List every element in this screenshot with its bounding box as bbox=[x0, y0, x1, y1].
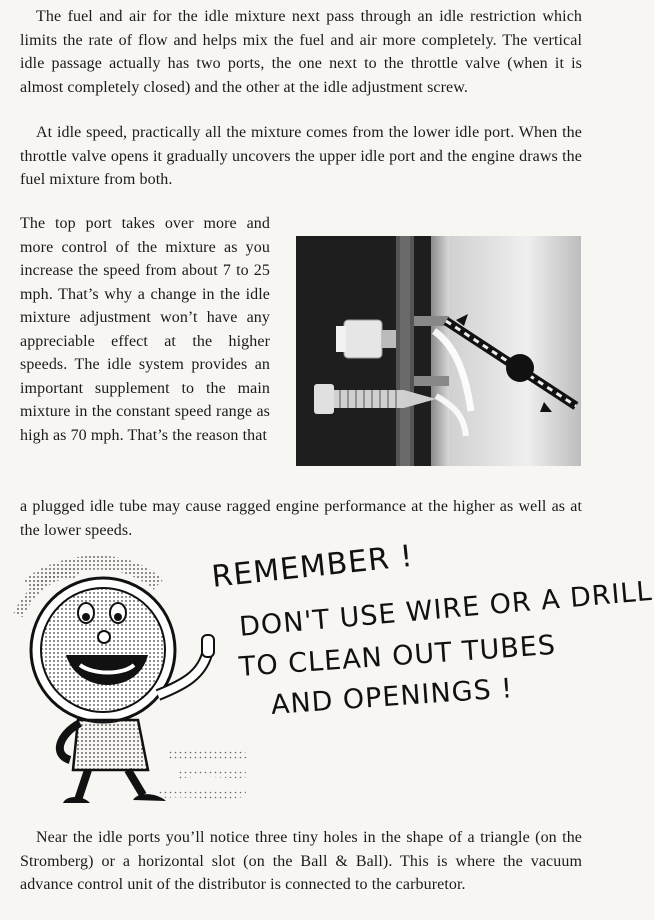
callout-line-remember: REMEMBER ! bbox=[210, 538, 416, 595]
paragraph-top-port: The top port takes over more and more control of the mixture as you increase the speed from about 7 to 25 mph. That’s why a change in the idle mixture adjustment won’t have any appreciable effect at the higher speeds. The idle system provides an important supplement to the main mixture in the constant speed range as high as 70 mph. That’s the reason that bbox=[20, 215, 270, 444]
callout-line-dont-use: DON'T USE WIRE OR A DRILL bbox=[238, 575, 654, 643]
remember-callout bbox=[210, 538, 654, 730]
paragraph-plugged-tube: a plugged idle tube may cause ragged engine performance at the higher as well as at the lower speeds. bbox=[20, 498, 582, 539]
paragraph-vacuum-advance: Near the idle ports you’ll notice three tiny holes in the shape of a triangle (on the Stromberg) or a horizontal slot (on the Ball & Ball). This is where the vacuum advance control unit of the distributor is connected to the carburetor. bbox=[20, 829, 582, 893]
idle-port-illustration bbox=[296, 236, 581, 466]
paragraph-idle-restriction: The fuel and air for the idle mixture next pass through an idle restriction which limits the rate of flow and helps mix the fuel and air more completely. The vertical idle passage actually has two ports, the one next to the throttle valve (when it is almost completely closed) and the other at the idle adjustment screw. bbox=[20, 8, 582, 96]
callout-line-openings: AND OPENINGS ! bbox=[270, 673, 515, 721]
callout-line-clean-tubes: TO CLEAN OUT TUBES bbox=[238, 629, 557, 683]
paragraph-idle-speed: At idle speed, practically all the mixture comes from the lower idle port. When the throttle valve opens it gradually uncovers the upper idle port and the engine draws the fuel mixture from both. bbox=[20, 124, 582, 188]
